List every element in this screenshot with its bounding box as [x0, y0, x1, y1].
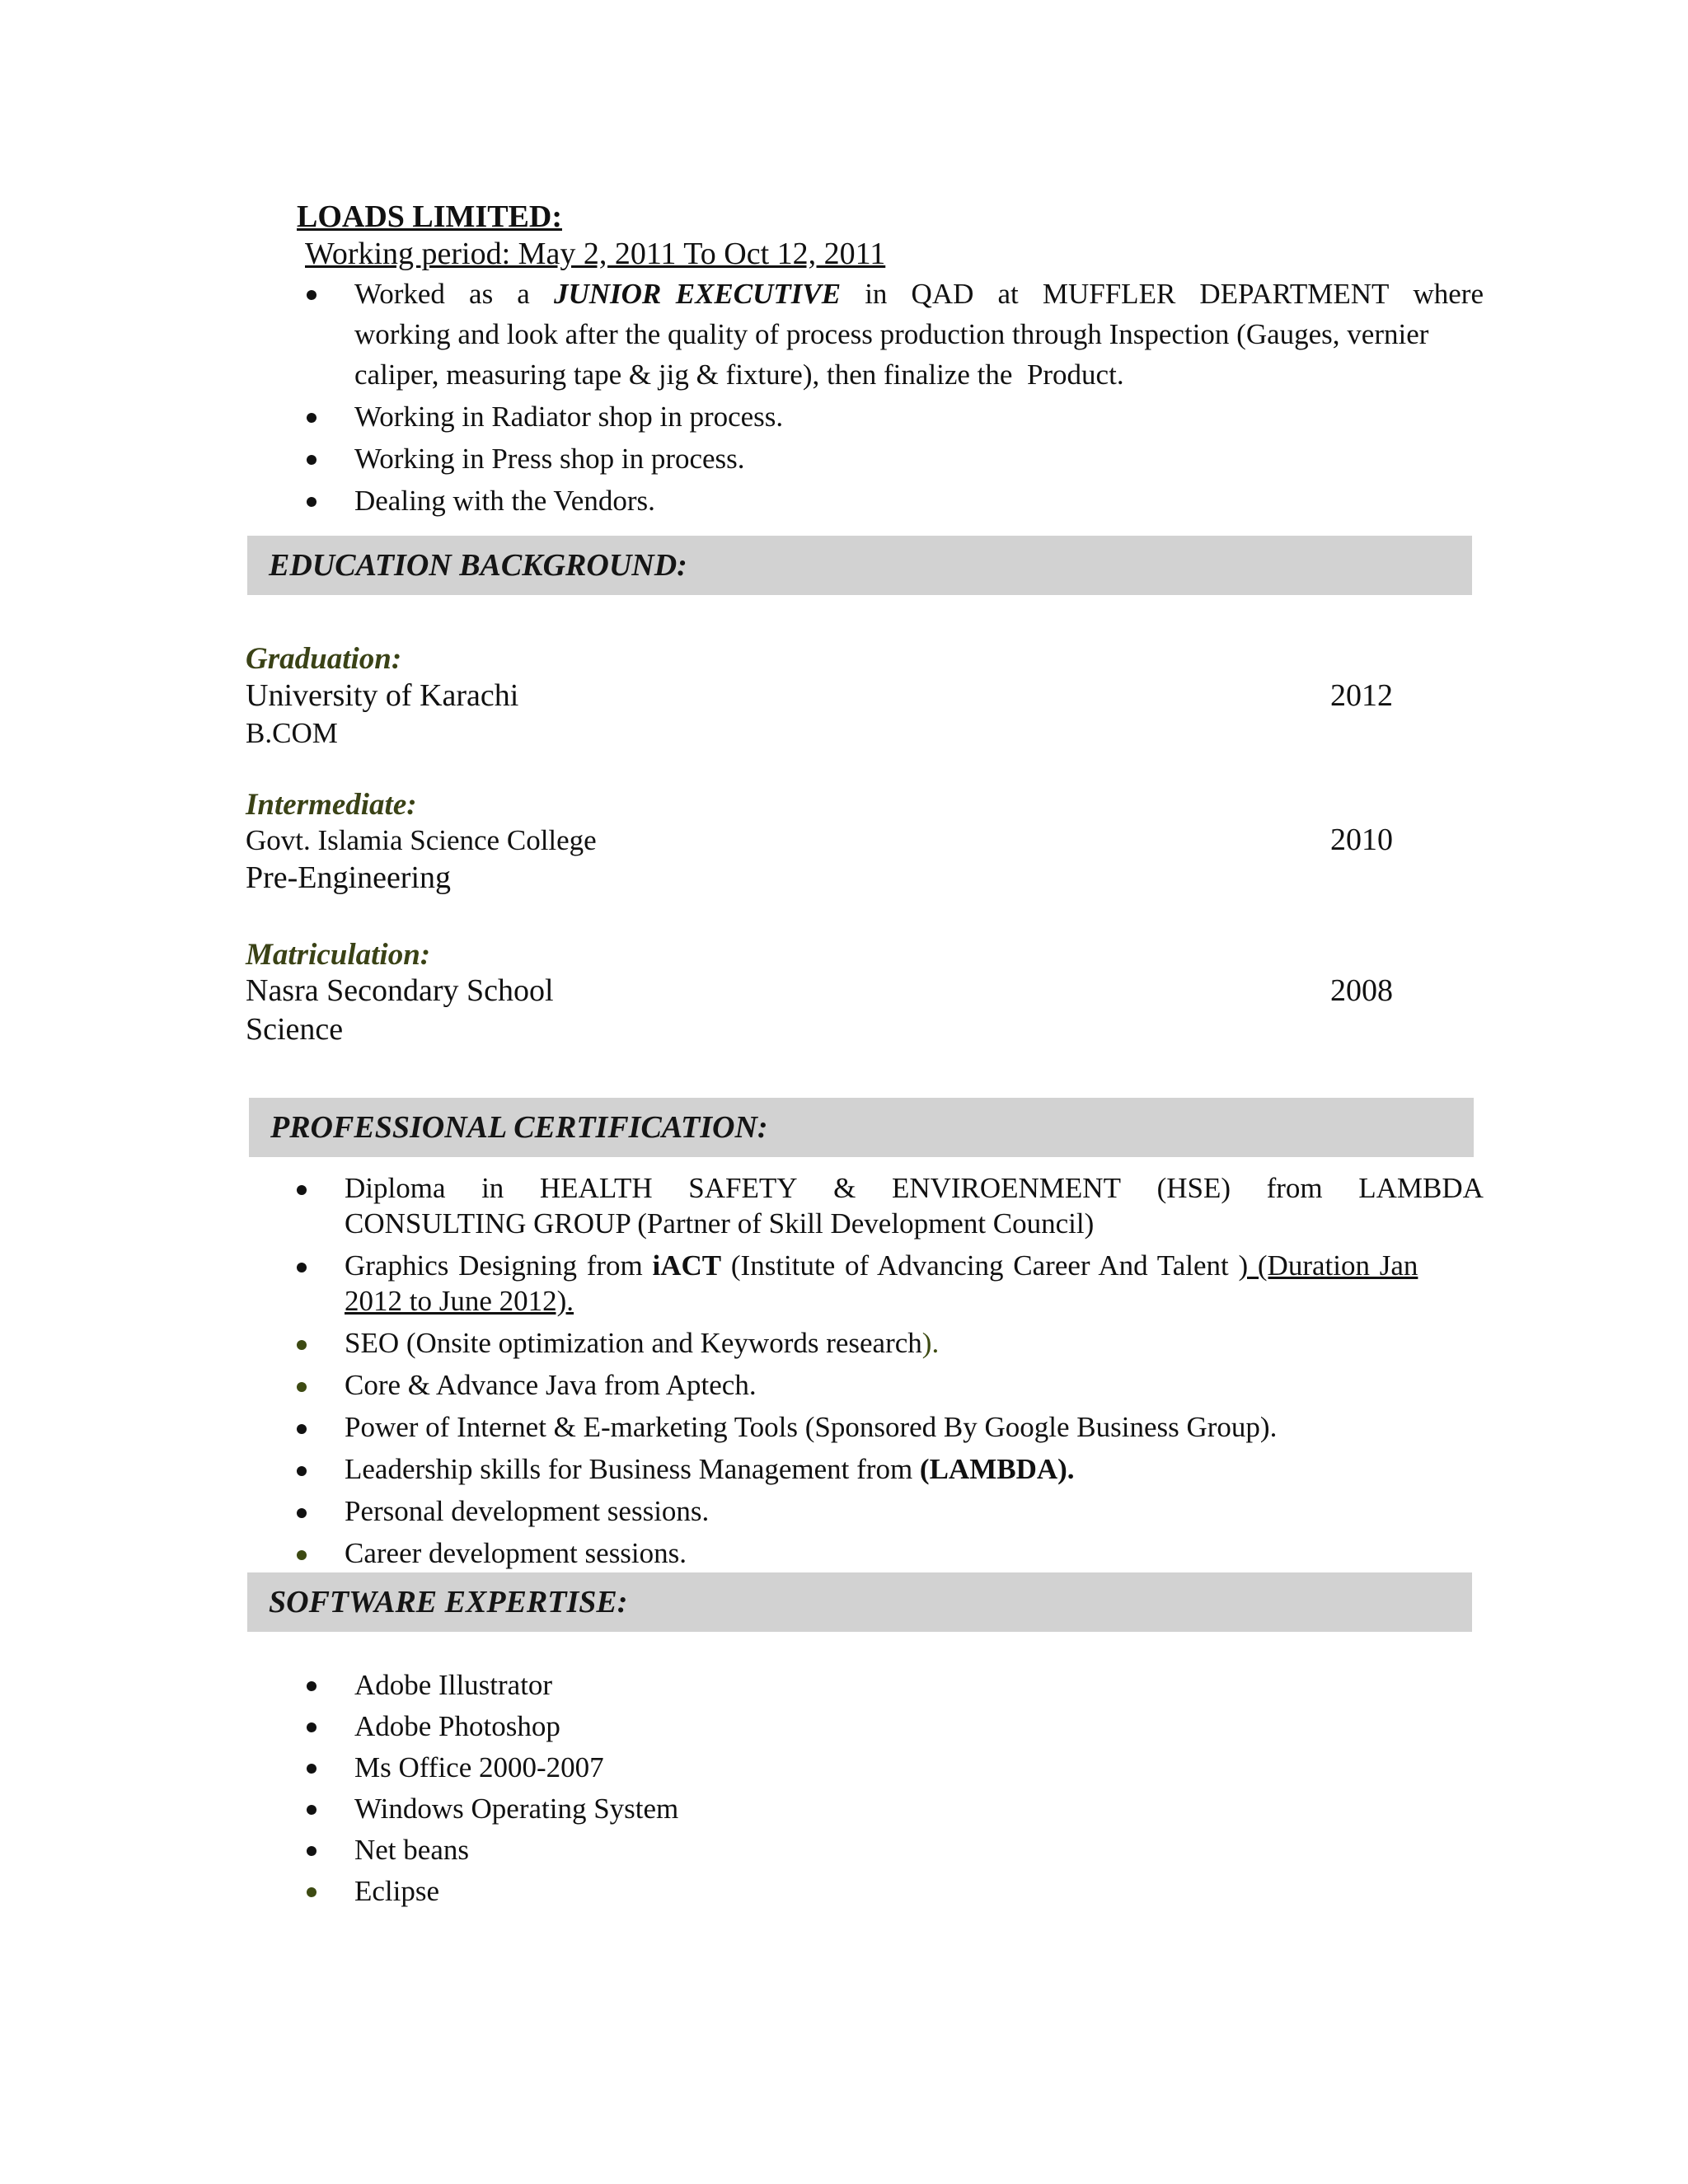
work-duties-list	[354, 274, 1484, 523]
certification-item: Career development sessions.	[345, 1535, 1484, 1571]
bullet-icon	[307, 1887, 316, 1897]
bullet-icon	[307, 290, 316, 300]
bullet-icon	[297, 1340, 307, 1350]
bullet-icon	[297, 1424, 307, 1434]
education-header: EDUCATION BACKGROUND:	[247, 536, 1472, 595]
education-institution: Nasra Secondary School	[246, 973, 554, 1008]
software-item: Windows Operating System	[354, 1788, 678, 1830]
bullet-icon	[297, 1382, 307, 1392]
education-institution: Govt. Islamia Science College	[246, 824, 597, 856]
certification-item: Core & Advance Java from Aptech.	[345, 1367, 1484, 1403]
certification-item: Diploma in HEALTH SAFETY & ENVIROENMENT (HSE) from LAMBDA CONSULTING GROUP (Partner of Skill Development Council)	[345, 1170, 1484, 1241]
software-header: SOFTWARE EXPERTISE:	[247, 1572, 1472, 1632]
bullet-icon	[297, 1466, 307, 1476]
education-level: Graduation:	[246, 642, 402, 676]
software-item: Eclipse	[354, 1871, 678, 1912]
work-duty-item: Working in Press shop in process.	[354, 438, 1484, 479]
software-item: Net beans	[354, 1830, 678, 1871]
certification-item: SEO (Onsite optimization and Keywords research).	[345, 1325, 1484, 1361]
bullet-icon	[297, 1508, 307, 1518]
company-name: LOADS LIMITED:	[297, 199, 562, 234]
certification-header: PROFESSIONAL CERTIFICATION:	[249, 1098, 1474, 1157]
bullet-icon	[297, 1263, 307, 1272]
bullet-icon	[307, 1764, 316, 1774]
work-duty-item: Working in Radiator shop in process.	[354, 396, 1484, 437]
certification-list	[345, 1170, 1484, 1577]
duty-line-2: working and look after the quality of process production through Inspection (Gauges, vernier	[354, 318, 1429, 350]
bullet-icon	[297, 1550, 307, 1560]
certification-item: Power of Internet & E-marketing Tools (Sponsored By Google Business Group).	[345, 1409, 1484, 1445]
bullet-icon	[307, 497, 316, 507]
software-item: Ms Office 2000-2007	[354, 1747, 678, 1788]
education-institution: University of Karachi	[246, 678, 519, 713]
education-year: 2012	[1330, 678, 1393, 713]
work-duty-item	[354, 274, 1484, 395]
bullet-icon	[307, 1722, 316, 1732]
education-year: 2010	[1330, 823, 1393, 857]
working-period: Working period: May 2, 2011 To Oct 12, 2011	[305, 237, 886, 271]
education-degree: Science	[246, 1012, 344, 1047]
software-list	[354, 1665, 678, 1912]
duty-line-3: caliper, measuring tape & jig & fixture), then finalize the Product.	[354, 359, 1124, 391]
certification-item: Personal development sessions.	[345, 1493, 1484, 1529]
job-role: JUNIOR EXECUTIVE	[553, 278, 842, 310]
software-item: Adobe Illustrator	[354, 1665, 678, 1706]
certification-item: Leadership skills for Business Management from (LAMBDA).	[345, 1451, 1484, 1487]
education-degree: B.COM	[246, 717, 338, 749]
education-degree: Pre-Engineering	[246, 860, 452, 895]
software-item: Adobe Photoshop	[354, 1706, 678, 1747]
bullet-icon	[307, 1805, 316, 1815]
bullet-icon	[307, 1846, 316, 1856]
certification-item: Graphics Designing from iACT (Institute of Advancing Career And Talent ) (Duration Jan 2012 to June 2012).	[345, 1248, 1484, 1319]
bullet-icon	[307, 413, 316, 423]
bullet-icon	[297, 1185, 307, 1195]
education-level: Intermediate:	[246, 788, 417, 822]
work-duty-item: Dealing with the Vendors.	[354, 480, 1484, 521]
bullet-icon	[307, 1681, 316, 1691]
bullet-icon	[307, 455, 316, 465]
education-level: Matriculation:	[246, 938, 431, 972]
education-year: 2008	[1330, 973, 1393, 1008]
duty-line-1: Worked as a JUNIOR EXECUTIVE in QAD at MUFFLER DEPARTMENT where	[354, 274, 1484, 314]
